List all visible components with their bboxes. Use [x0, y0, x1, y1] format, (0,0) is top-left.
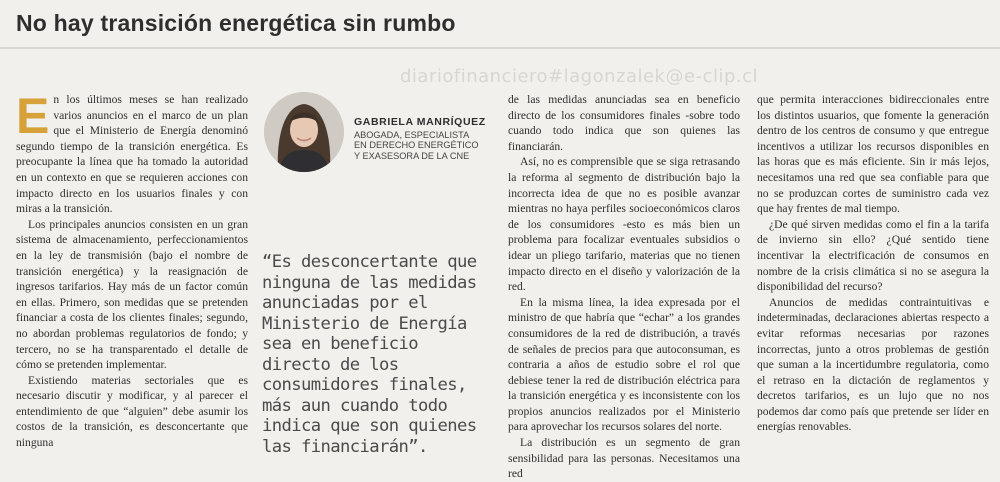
paragraph: ¿De qué sirven medidas como el fin a la tarifa de invierno sin ello? ¿Qué sentido tiene incentivar la electrificación de consumos en nombre de la crisis climática si no se asegura la disponibilidad del recurso?	[757, 217, 989, 294]
paragraph-text: n los últimos meses se han realizado varios anuncios en el marco de un plan que el Ministerio de Energía denominó segundo tiempo de la transición energética. Es preocupante la línea que ha tomado la autoridad en un contexto en que se requieren acciones con impacto directo en los usuarios finales y con miras a la transición.	[16, 93, 248, 216]
author-photo	[264, 92, 344, 172]
headline-divider	[0, 47, 1000, 49]
author-name: GABRIELA MANRÍQUEZ	[354, 116, 486, 128]
paragraph: que permita interacciones bidireccionales entre los distintos usuarios, que fomente la generación dentro de los centros de consumo y que entregue incentivos a utilizar los recursos disponibles en las horas que es más eficiente. Sin ir más lejos, necesitamos una red que sea confiable para que no se produzcan cortes de suministro cada vez que hay frentes de mal tiempo.	[757, 93, 989, 216]
article-column-4	[757, 92, 989, 435]
paragraph: La distribución es un segmento de gran sensibilidad para las personas. Necesitamos una red	[508, 436, 740, 481]
paragraph: de las medidas anunciadas sea en beneficio directo de los consumidores finales -sobre todo cuando todo indica que son quienes las financiarán.	[508, 93, 740, 153]
article-column-3	[508, 92, 740, 482]
paragraph: En la misma línea, la idea expresada por el ministro de que habría que “echar” a los grandes consumidores de la red de distribución, a través de señales de precios para que autoconsuman, es contraria a años de estudio sobre el rol que debiese tener la red de distribución eléctrica para la transición energética y es inconsistente con los propios anuncios realizados por el Ministerio para aprovechar los recursos solares del norte.	[508, 295, 740, 434]
drop-cap: E	[16, 88, 50, 144]
article-column-1	[16, 88, 248, 451]
paragraph: Así, no es comprensible que se siga retrasando la reforma al segmento de distribución bajo la incorrecta idea de que no es posible avanzar mientras no haya perfiles socioeconómicos claros de los consumidores -esto es más bien un problema para focalizar eventuales subsidios o idear un pliego tarifario, materias que no tienen impacto directo en el diseño y valorización de la red.	[508, 155, 740, 294]
paragraph: Existiendo materias sectoriales que es necesario discutir y modificar, y al parecer el entendimiento de que “alguien” debe asumir los costos de la transición, es desconcertante que ninguna	[16, 373, 248, 450]
author-role: ABOGADA, ESPECIALISTA EN DERECHO ENERGÉTICO Y EXASESORA DE LA CNE	[354, 130, 479, 161]
watermark: diariofinanciero#lagonzalek@e-clip.cl	[400, 66, 758, 87]
pull-quote: “Es desconcertante que ninguna de las medidas anunciadas por el Ministerio de Energía sea en beneficio directo de los consumidores finales, más aun cuando todo indica que son quienes las financiarán”.	[262, 252, 477, 457]
paragraph: Anuncios de medidas contraintuitivas e indeterminadas, declaraciones abiertas respecto a evitar reformas necesarias por razones incorrectas, junto a otros problemas de gestión que suman a la incertidumbre regulatoria, como el retraso en la dictación de reglamentos y decretos tarifarios, es un lujo que no nos podemos dar como país que pretende ser líder en energías renovables.	[757, 295, 989, 434]
paragraph: Los principales anuncios consisten en un gran sistema de almacenamiento, perfeccionamientos en la ley de transmisión (bajo el nombre de transición energética) y la reasignación de ingresos tarifarios. Hay más de un factor común en ellas. Primero, son medidas que se pretenden financiar a costa de los clientes finales; segundo, no abordan problemas regulatorios de fondo; y tercero, no se ha transparentado el detalle de cómo se pretenden implementar.	[16, 217, 248, 372]
article-headline: No hay transición energética sin rumbo	[16, 10, 456, 36]
paragraph	[16, 88, 248, 217]
